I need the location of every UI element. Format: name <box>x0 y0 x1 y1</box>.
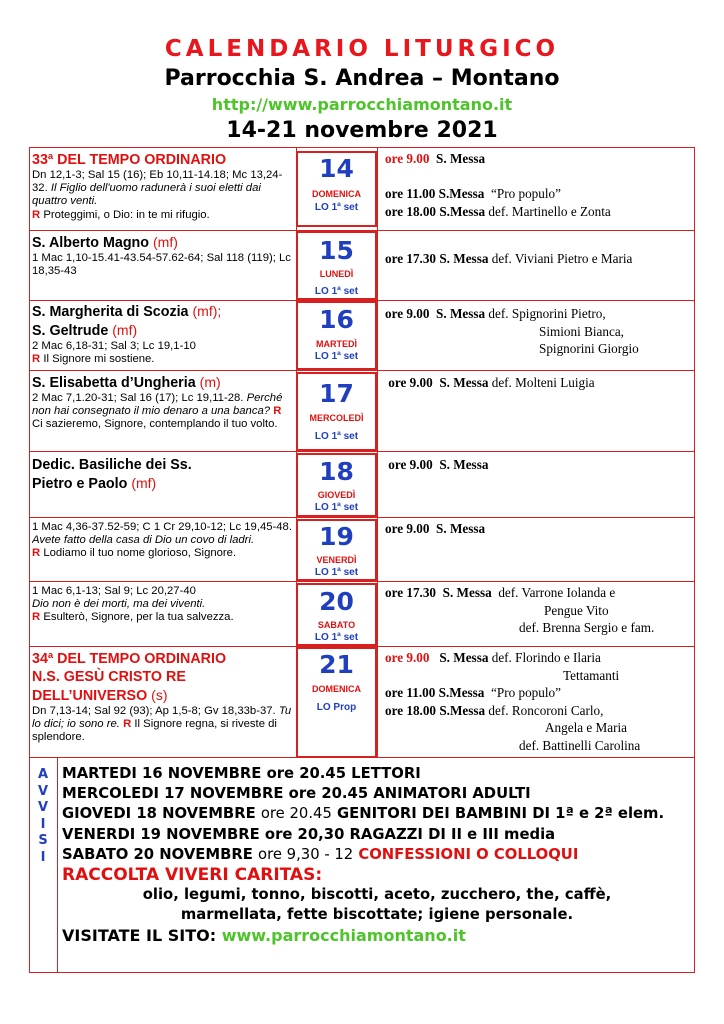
mass-note: def. Battinelli Carolina <box>519 737 641 753</box>
notice-line <box>62 804 692 824</box>
masses-19 <box>385 520 691 538</box>
day-name: DOMENICA <box>312 189 361 199</box>
day-number: 20 <box>319 587 354 616</box>
memorial-type: (s) <box>151 687 168 703</box>
antiphon: Il Figlio dell'uomo radunerà i suoi eletti dai quattro venti. <box>32 182 261 208</box>
site-link[interactable]: www.parrocchiamontano.it <box>221 925 466 945</box>
liturgy-hours: LO 1ª set <box>314 431 359 442</box>
row-divider <box>29 581 695 582</box>
day-name: MARTEDÌ <box>316 339 357 349</box>
mass-time: ore 9.00 <box>385 650 430 665</box>
antiphon: Perché non hai consegnato il mio denaro a una banca? <box>32 392 283 418</box>
calendar-table <box>29 147 695 973</box>
psalm: Ci sazieremo, Signore, contemplando il tuo volto. <box>32 418 278 431</box>
avvisi-letter: I <box>40 816 46 832</box>
memorial-type: (m) <box>199 374 221 390</box>
mass-label: S. Messa <box>439 650 489 665</box>
day-box-20 <box>296 583 377 646</box>
mass-label: S.Messa <box>438 186 485 201</box>
psalm: Proteggimi, o Dio: in te mi rifugio. <box>43 208 210 221</box>
notice-line: MARTEDI 16 NOVEMBRE ore 20.45 LETTORI <box>62 765 421 782</box>
day-liturgy-21 <box>32 650 294 745</box>
mass-note: def. Florindo e Ilaria <box>491 650 601 665</box>
mass-note: “Pro populo” <box>491 186 561 201</box>
row-divider <box>29 451 695 452</box>
day-name: LUNEDÌ <box>319 269 354 279</box>
liturgy-title: 33ª DEL TEMPO ORDINARIO <box>32 152 227 168</box>
notice-subject: CONFESSIONI O COLLOQUI <box>358 845 579 863</box>
memorial-type: (mf) <box>131 475 157 491</box>
day-box-19 <box>296 519 377 581</box>
mass-time: ore 9.00 <box>388 457 433 472</box>
mass-label: S.Messa <box>439 702 486 718</box>
liturgy-hours: LO 1ª set <box>314 632 359 643</box>
avvisi-letter: V <box>37 783 49 799</box>
psalm-r: R <box>273 405 282 418</box>
mass-time: ore 11.00 <box>385 186 436 201</box>
readings: 1 Mac 1,10-15.41-43.54-57.62-64; Sal 118 (119); Lc 18,35-43 <box>32 252 291 278</box>
notice-time: ore 20.45 <box>260 805 332 823</box>
date-range: 14-21 novembre 2021 <box>226 118 498 143</box>
day-box-14 <box>296 151 377 227</box>
masses-17 <box>385 374 691 392</box>
day-name: DOMENICA <box>312 684 361 694</box>
readings: 1 Mac 6,1-13; Sal 9; Lc 20,27-40 <box>32 585 196 597</box>
readings: Dn 7,13-14; Sal 92 (93); Ap 1,5-8; Gv 18,33b-37. <box>32 705 276 717</box>
avvisi-label <box>30 767 56 866</box>
day-name: MERCOLEDÌ <box>309 413 364 423</box>
notice-line: MERCOLEDI 17 NOVEMBRE ore 20.45 ANIMATORI ADULTI <box>62 785 531 803</box>
liturgy-title-2: N.S. GESÙ CRISTO RE <box>32 669 186 685</box>
mass-time: ore 9.00 <box>385 306 430 321</box>
day-box-18 <box>296 453 377 517</box>
mass-note: Spignorini Giorgio <box>539 341 639 356</box>
notice-label: VISITATE IL SITO: <box>62 925 217 945</box>
memorial-type-2: (mf) <box>112 322 138 338</box>
mass-time: ore 9.00 <box>385 521 430 536</box>
mass-time: ore 17.30 <box>385 251 437 266</box>
row-divider <box>29 517 695 518</box>
notice-heading: RACCOLTA VIVERI CARITAS: <box>62 865 323 886</box>
notice-line: olio, legumi, tonno, biscotti, aceto, zucchero, the, caffè, <box>142 886 612 904</box>
masses-18 <box>385 456 691 474</box>
mass-note: def. Viviani Pietro e Maria <box>491 251 633 266</box>
parish-name: Parrocchia S. Andrea – Montano <box>164 66 560 91</box>
mass-label: S. Messa <box>442 585 492 600</box>
day-number: 19 <box>319 522 354 551</box>
column-divider <box>57 757 58 972</box>
psalm-r: R <box>32 208 41 221</box>
mass-note: def. Spignorini Pietro, <box>488 306 606 321</box>
mass-note: def. Brenna Sergio e fam. <box>519 620 655 635</box>
psalm: Esulterò, Signore, per la tua salvezza. <box>43 611 234 624</box>
mass-note: def. Molteni Luigia <box>491 375 595 390</box>
mass-note: def. Roncoroni Carlo, <box>488 702 604 718</box>
liturgy-hours: LO 1ª set <box>314 502 359 513</box>
antiphon: Tu lo dici; io sono re. <box>32 705 292 731</box>
antiphon: Avete fatto della casa di Dio un covo di ladri. <box>32 534 255 547</box>
mass-note: def. Varrone Iolanda e <box>498 585 616 600</box>
liturgy-hours: LO 1ª set <box>314 202 359 213</box>
day-box-17 <box>296 372 377 451</box>
column-divider <box>377 147 378 757</box>
psalm: Il Signore regna, si riveste di splendore. <box>32 718 277 744</box>
day-number: 14 <box>319 154 354 183</box>
column-divider <box>694 147 695 973</box>
mass-note: Simioni Bianca, <box>539 323 624 339</box>
mass-time: ore 18.00 <box>385 203 437 219</box>
day-liturgy-19 <box>32 521 294 561</box>
day-number: 16 <box>319 305 354 334</box>
liturgy-hours: LO 1ª set <box>314 351 359 362</box>
notice-time: ore 9,30 - 12 <box>258 845 354 863</box>
mass-label: S.Messa <box>439 203 486 219</box>
antiphon: Dio non è dei morti, ma dei viventi. <box>32 598 206 611</box>
day-name: GIOVEDÌ <box>317 490 356 500</box>
mass-label: S. Messa <box>436 151 486 166</box>
day-liturgy-17 <box>32 373 294 432</box>
day-number: 18 <box>319 457 354 486</box>
liturgy-hours: LO 1ª set <box>314 286 359 297</box>
day-liturgy-14 <box>32 151 294 222</box>
saint-name-2: S. Geltrude <box>32 323 109 339</box>
mass-time: ore 17.30 <box>385 585 437 600</box>
day-box-21 <box>296 647 377 758</box>
saint-name: Dedic. Basiliche dei Ss. Pietro e Paolo <box>32 457 192 492</box>
day-number: 17 <box>319 379 354 408</box>
masses-20 <box>385 584 691 637</box>
notice-line: VENERDI 19 NOVEMBRE ore 20,30 RAGAZZI DI II e III media <box>62 825 556 843</box>
row-divider <box>29 972 695 973</box>
readings: 2 Mac 6,18-31; Sal 3; Lc 19,1-10 <box>32 340 196 352</box>
mass-time: ore 9.00 <box>388 375 433 390</box>
liturgy-title: 34ª DEL TEMPO ORDINARIO <box>32 651 227 667</box>
mass-label: S. Messa <box>439 375 489 390</box>
notice-date: GIOVEDI 18 NOVEMBRE <box>62 805 256 823</box>
row-divider <box>29 147 695 148</box>
masses-14 <box>385 150 691 220</box>
notice-line: marmellata, fette biscottate; igiene personale. <box>180 906 574 924</box>
notices <box>62 764 692 946</box>
day-liturgy-18 <box>32 456 294 493</box>
day-name: VENERDÌ <box>316 555 357 565</box>
parish-url-link[interactable]: http://www.parrocchiamontano.it <box>211 95 513 114</box>
liturgy-hours: LO Prop <box>316 702 357 713</box>
masses-21 <box>385 649 691 754</box>
mass-label: S. Messa <box>439 251 489 266</box>
psalm: Lodiamo il tuo nome glorioso, Signore. <box>43 547 237 560</box>
masses-16 <box>385 305 691 358</box>
day-number: 21 <box>319 650 354 679</box>
avvisi-letter: S <box>38 833 48 848</box>
psalm-r: R <box>32 353 41 366</box>
day-box-15 <box>296 231 377 300</box>
readings: Dn 12,1-3; Sal 15 (16); Eb 10,11-14.18; Mc 13,24-32. <box>32 169 283 195</box>
memorial-type: (mf); <box>192 303 222 319</box>
avvisi-letter: A <box>37 767 49 782</box>
psalm-r: R <box>123 718 132 731</box>
saint-name: S. Margherita di Scozia <box>32 304 189 320</box>
notice-subject: GENITORI DEI BAMBINI DI 1ª e 2ª elem. <box>337 805 665 823</box>
mass-time: ore 18.00 <box>385 702 437 718</box>
notice-line <box>62 845 692 865</box>
memorial-type: (mf) <box>153 234 178 250</box>
masses-15 <box>385 250 691 268</box>
row-divider <box>29 370 695 371</box>
day-liturgy-16 <box>32 302 294 366</box>
mass-note: Tettamanti <box>563 667 620 683</box>
readings: 1 Mac 4,36-37.52-59; C 1 Cr 29,10-12; Lc 19,45-48. <box>32 521 292 533</box>
mass-label: S. Messa <box>439 457 489 472</box>
notice-line <box>62 926 692 946</box>
liturgy-title-3: DELL’UNIVERSO <box>32 688 148 704</box>
mass-note: def. Martinello e Zonta <box>488 203 611 219</box>
avvisi-letter: I <box>40 849 46 865</box>
psalm: Il Signore mi sostiene. <box>43 353 155 366</box>
mass-label: S. Messa <box>436 306 486 321</box>
mass-note: “Pro populo” <box>491 685 561 700</box>
avvisi-letter: V <box>37 800 49 815</box>
psalm-r: R <box>32 547 41 560</box>
mass-time: ore 9.00 <box>385 151 430 166</box>
mass-note: Pengue Vito <box>544 602 609 618</box>
mass-note: Angela e Maria <box>545 720 628 735</box>
saint-name: S. Alberto Magno <box>32 235 150 251</box>
day-liturgy-20 <box>32 585 294 625</box>
liturgy-hours: LO 1ª set <box>314 567 359 578</box>
saint-name: S. Elisabetta d’Ungheria <box>32 375 196 391</box>
mass-time: ore 11.00 <box>385 685 436 700</box>
day-number: 15 <box>319 236 354 265</box>
day-name: SABATO <box>317 620 356 630</box>
mass-label: S. Messa <box>436 521 486 536</box>
day-box-16 <box>296 301 377 370</box>
psalm-r: R <box>32 611 41 624</box>
mass-label: S.Messa <box>438 685 485 700</box>
page-title: CALENDARIO LITURGICO <box>164 36 560 62</box>
readings: 2 Mac 7,1.20-31; Sal 16 (17); Lc 19,11-28. <box>32 392 244 404</box>
day-liturgy-15 <box>32 233 294 278</box>
notice-date: SABATO 20 NOVEMBRE <box>62 845 253 863</box>
